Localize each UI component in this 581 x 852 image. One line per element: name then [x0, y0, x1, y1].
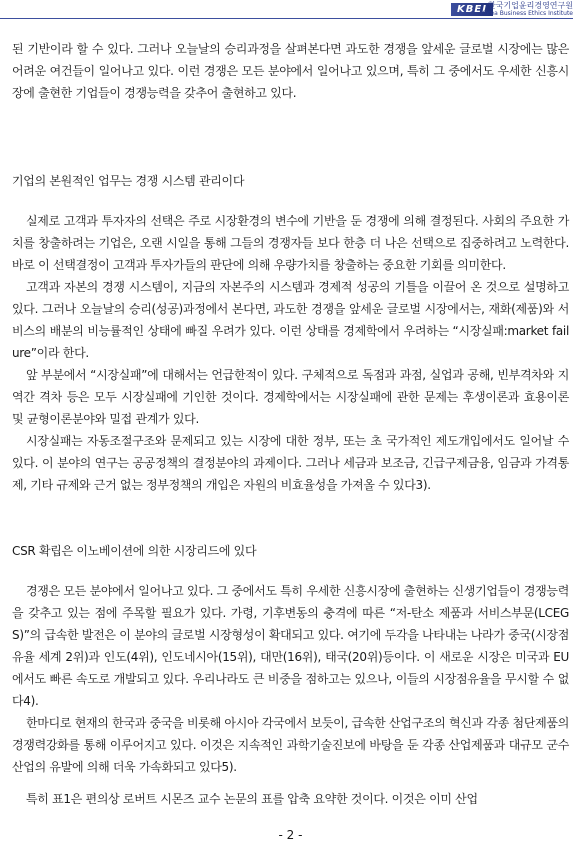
section-heading-csr: CSR 확립은 이노베이션에 의한 시장리드에 있다: [12, 544, 257, 558]
paragraph-customer-choice: 실제로 고객과 투자자의 선택은 주로 시장환경의 변수에 기반을 둔 경쟁에 의해 결정된다. 사회의 주요한 가치를 창출하려는 기업은, 오랜 시일을 통해 그들의 경쟁자들 보다 한층 더 나은 선택으로 집중하려고 노력한다. 바로 이 선택결정이 고객과 투자가들의 판단에 의해 우량가치를 창출하는 중요한 기회를 의미한다.: [12, 214, 569, 272]
page-number: - 2 -: [278, 828, 303, 842]
paragraph-table-intro: 특히 표1은 편의상 로버트 시몬즈 교수 논문의 표를 압축 요약한 것이다. 이것은 이미 산업: [26, 792, 478, 806]
institute-logo: KBEI: [451, 3, 493, 16]
page-header: [0, 0, 581, 24]
section-heading-competition: 기업의 본원적인 업무는 경쟁 시스템 관리이다: [12, 174, 245, 188]
paragraph-emerging-markets: 경쟁은 모든 분야에서 일어나고 있다. 그 중에서도 특히 우세한 신흥시장에 출현하는 신생기업들이 경쟁능력을 갖추고 있는 점에 주목할 필요가 있다. 가령, 기후변동의 충격에 따른 “저-탄소 제품과 서비스부문(LCEGS)”의 급속한 발전은 이 분야의 글로벌 시장형성이 확대되고 있다. 여기에 두각을 나타내는 나라가 중국(시장점유율 세계 2위)과 인도(4위), 인도네시아(15위), 대만(16위), 태국(20위)등이다. 이 새로운 시장은 미국과 EU에서도 빠른 속도로 개발되고 있다. 우리나라도 큰 비중을 점하고는 있으나, 이들의 시장점유율을 무시할 수 없다4).: [12, 584, 569, 708]
paragraph-competition-system: 고객과 자본의 경쟁 시스템이, 지금의 자본주의 시스템과 경제적 성공의 기틀을 이끌어 온 것으로 설명하고 있다. 그러나 오늘날의 승리(성공)과정에서 본다면, 과도한 경쟁을 앞세운 글로벌 시장에서는, 재화(제품)와 서비스의 배분의 비능률적인 상태에 빠질 우려가 있다. 이런 상태를 경제학에서 우려하는 “시장실패:market failure”이라 한다.: [12, 280, 569, 360]
institute-name-english: Korea Business Ethics Institute: [480, 10, 573, 17]
paragraph-continued: 된 기반이라 할 수 있다. 그러나 오늘날의 승리과정을 살펴본다면 과도한 경쟁을 앞세운 글로벌 시장에는 많은 어려운 여건들이 일어나고 있다. 이런 경쟁은 모든 분야에서 일어나고 있으며, 특히 그 중에서도 우세한 신흥시장에 출현한 기업들이 경쟁능력을 갖추어 출현하고 있다.: [12, 42, 569, 100]
document-body: [12, 38, 569, 810]
paragraph-industrial-innovation: 한마디로 현재의 한국과 중국을 비롯해 아시아 각국에서 보듯이, 급속한 산업구조의 혁신과 각종 첨단제품의 경쟁력강화를 통해 이루어지고 있다. 이것은 지속적인 과학기술진보에 바탕을 둔 각종 산업제품과 대규모 군수산업의 유발에 의해 더욱 가속화되고 있다5).: [12, 716, 569, 774]
paragraph-market-failure: 앞 부분에서 “시장실패”에 대해서는 언급한적이 있다. 구체적으로 독점과 과점, 실업과 공해, 빈부격차와 지역간 격차 등은 모두 시장실패에 기인한 것이다. 경제학에서는 시장실패에 관한 문제는 후생이론과 효용이론 및 균형이론분야와 밀접 관계가 있다.: [12, 368, 569, 426]
paragraph-government-intervention: 시장실패는 자동조절구조와 문제되고 있는 시장에 대한 정부, 또는 초 국가적인 제도개입에서도 일어날 수 있다. 이 분야의 연구는 공공정책의 결정분야의 과제이다. 그러나 세금과 보조금, 긴급구제금융, 임금과 가격통제, 기타 규제와 근거 없는 정부정책의 개입은 자원의 비효율성을 가져올 수 있다3).: [12, 434, 569, 492]
institute-name-korean: 한국기업윤리경영연구원: [487, 1, 573, 10]
header-divider: [0, 18, 573, 19]
